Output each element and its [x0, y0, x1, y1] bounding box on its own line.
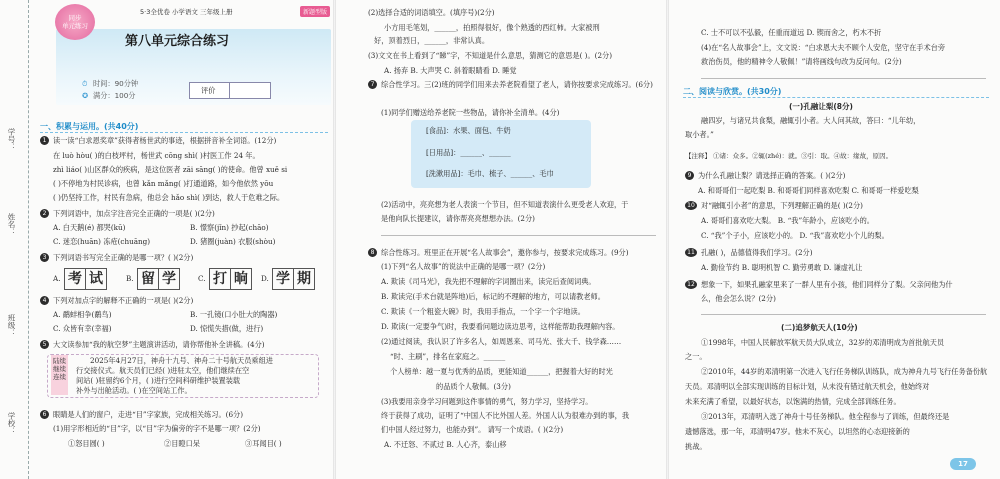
- q6c-options[interactable]: A. 扬弃 B. 大声哭 C. 斜着眼睛看 D. 睡觉: [384, 66, 517, 75]
- q10-text: 对“融辄引小者”的意思，下列理解正确的是( )(2分): [701, 201, 863, 210]
- q1-text: 读一读“白求恩奖章”获得者杨世武的事迹，根据拼音补全词语。(12分): [53, 136, 277, 145]
- q3-option-c-letter: C.: [198, 274, 206, 283]
- star-icon: ✪: [82, 91, 89, 100]
- q3-option-b[interactable]: 留 学: [137, 268, 181, 290]
- q7-list-wash[interactable]: [洗漱用品]：毛巾、梳子、______、毛巾: [426, 169, 554, 178]
- q7b-line-2: 是他向队长提建议，请你帮亮亮想想办法。(2分): [381, 214, 535, 223]
- q8d-answer-line[interactable]: [701, 78, 986, 79]
- reading-two-para-3: ③2013年，邓清明入选了神舟十号任务梯队。他全程参与了训练，但最终还是: [701, 412, 950, 421]
- q10-options-ab[interactable]: A. 哥哥们喜欢吃大梨。 B. “我”年龄小，应该吃小的。: [701, 216, 874, 225]
- q2-option-b[interactable]: B. 憬察(jǐn) 抄起(chāo): [190, 223, 269, 232]
- section-two-line: [683, 97, 989, 99]
- page-title: 第八单元综合练习: [125, 34, 230, 49]
- q5-number: 5: [40, 340, 49, 349]
- q2-text: 下列词语中，加点字注音完全正确的一项是( )(2分): [53, 209, 215, 218]
- q8c-line-3: 们中国人经过努力，也能办到”。 请写一个成语。( )(2分): [381, 425, 564, 434]
- q1-line-1: 在 luò hòu( )的白枝坪村，杨世武 cōng shì( )村医工作 24 年。: [53, 151, 260, 160]
- q6-option-b[interactable]: ②目瞪口呆: [164, 439, 200, 448]
- q3-option-d-letter: D.: [261, 274, 269, 283]
- q8a-text: (1)下列“名人故事”的说法中正确的是哪一项？(2分): [381, 262, 546, 271]
- q5-line-3: 间站( )驻留约6个月，( )进行空间科研维护装置装载: [76, 376, 241, 385]
- q8a-option-a[interactable]: A. 欺读《司马光》，我先把不理解的字词圈出来，读完后查阅词典。: [381, 277, 596, 286]
- q7-text: 综合性学习。三(2)班的同学们用来去养老院看望了老人，请你按要求完成练习。(6分): [381, 80, 653, 89]
- q8a-option-c[interactable]: C. 欺读《一个粗瓷大碗》时，我用手指点，一个字一个字地读。: [381, 307, 585, 316]
- reading-one-title: (一)孔融让梨(8分): [789, 102, 853, 111]
- q8-text: 综合性练习。班里正在开展“名人故事会”，邀你参与，按要求完成练习。(9分): [381, 248, 629, 257]
- q1-number: 1: [40, 136, 49, 145]
- evaluation-divider: [229, 82, 230, 99]
- binding-line: [28, 0, 29, 479]
- class-label: 班级：: [7, 314, 16, 337]
- q9-options[interactable]: A. 和哥哥们一起吃梨 B. 和哥哥们同样喜欢吃梨 C. 和哥哥一样爱吃梨: [698, 186, 919, 195]
- q1-line-3: ( )不停地为村民诊病，也曾 kǎn mǎng( )打通道路，如今他依然 yōu: [53, 179, 274, 188]
- q6-text: 眼睛是人们的窗户，走进“目”字家族，完成相关练习。(6分): [53, 410, 244, 419]
- reading-two-para-3c: 挑战。: [685, 442, 707, 451]
- q4-option-d[interactable]: D. 惊慌失措(做，进行): [190, 324, 264, 333]
- left-page: [0, 0, 333, 479]
- q8c-options-cd[interactable]: C. 士不可以不弘毅，任重而道远 D. 锲而舍之，朽木不折: [701, 28, 882, 37]
- unit-badge: 同步 单元练习: [55, 4, 95, 40]
- reading-two-para-2: ②2010年，44岁的邓清明第一次进入飞行任务梯队训练队，成为神舟九号飞行任务备份航: [701, 367, 988, 376]
- q4-text: 下列对加点字的解释不正确的一项是( )(2分): [53, 296, 194, 305]
- name-label: 姓名：: [7, 213, 16, 236]
- clock-icon: ⏱: [82, 79, 88, 88]
- q12-answer-line[interactable]: [701, 314, 986, 315]
- q7-number: 7: [368, 80, 377, 89]
- edition-tag: 新题型版: [300, 6, 330, 17]
- q6c-text: (3)文文在书上看到了“睇”字，不知道是什么意思，猜测它的意思是( )。(2分): [368, 51, 613, 60]
- q10-number: 10: [685, 201, 697, 210]
- q10-options-cd[interactable]: C. “我”个子小，应该吃小的。 D. “我”喜欢吃小个儿的梨。: [701, 231, 889, 240]
- series-label: 5·3全优卷 小学语文 三年级上册: [140, 8, 233, 16]
- q6b-line-1: 小方用毛笔划，______，拍照得很好，像个熟透的西红柿。大家被刑: [384, 23, 600, 32]
- q5-text: 大文读参加“我的航空梦”主题演讲活动，请你帮他补全讲稿。(4分): [53, 340, 265, 349]
- reading-one-line-2: 取小者。”: [685, 130, 714, 139]
- q3-option-c[interactable]: 打 晌: [209, 268, 253, 290]
- q8b-line-2: “时、主刷”，排名在家庭之。______: [390, 352, 506, 361]
- section-two-title: 二、阅读与欣赏。(共30分): [683, 87, 782, 96]
- q3-option-a-letter: A.: [53, 274, 61, 283]
- q4-number: 4: [40, 296, 49, 305]
- q2-number: 2: [40, 209, 49, 218]
- q3-option-b-letter: B.: [126, 274, 134, 283]
- q8d-text: (4)在“名人故事会”上，文文说：“白求恩大夫不顾个人安危，坚守在手术台旁: [701, 43, 946, 52]
- q12-line-2: 么，他会怎么说？(2分): [701, 294, 776, 303]
- q6-option-c[interactable]: ③耳闻目( ): [245, 439, 282, 448]
- time-label: 时间：90分钟: [93, 79, 139, 88]
- q8b-text: (2)通过阅读，我认识了许多名人，如周恩来、司马光、张大千、钱学森……: [381, 337, 622, 346]
- q9-number: 9: [685, 171, 694, 180]
- score-label: 满分：100分: [93, 91, 136, 100]
- reading-one-line-1: 融四岁，与诸兄共食梨，融辄引小者。大人问其故，答曰：“儿年幼，: [701, 116, 921, 125]
- student-number-label: 学号：: [7, 128, 16, 151]
- q5-line-1: 2025年4月27日，神舟十九号、神舟二十号航天员乘组进: [90, 356, 273, 365]
- q4-option-b[interactable]: B. 一孔镜(口小肚大的陶器): [190, 310, 278, 319]
- reading-two-para-2b: 天员。邓清明以全部实现训练的目标计划，从未没有错过航天机会，他始终对: [685, 382, 930, 391]
- q8a-option-d[interactable]: D. 欺读(一定要争气)时，我要看问题边读边思考，这样能帮助我理解内容。: [381, 322, 620, 331]
- q4-option-c[interactable]: C. 众皆有幸(幸福): [53, 324, 112, 333]
- q7b-text: (2)活动中，亮亮想为老人表演一个节目，但不知道表演什么更受老人欢迎，于: [381, 200, 629, 209]
- school-label: 学校：: [7, 412, 16, 435]
- reading-two-para-1b: 之一。: [685, 352, 707, 361]
- q7-list-daily[interactable]: [日用品]：______、______: [426, 148, 511, 157]
- q1-line-4: ( )仍坚持工作，村民有急病，他总会 hǎo shì( )到达，救人于危难之际。: [53, 193, 285, 202]
- q2-option-a[interactable]: A. 白天鹅(é) 都哭(kū): [53, 223, 126, 232]
- q8b-line-3: 个人榜单：越一夏与优秀的品质，更能知道______，把握着大好的时光: [390, 367, 613, 376]
- q9-text: 为什么孔融让梨？请选择正确的答案。( )(2分): [698, 171, 846, 180]
- q8c-text: (3)我要用亲身学习问题到这件事情的勇气，努力学习，坚持学习。: [381, 397, 593, 406]
- q3-number: 3: [40, 253, 49, 262]
- q3-option-a[interactable]: 考 试: [64, 268, 108, 290]
- right-page: [669, 0, 1000, 479]
- section-one-line: [40, 132, 328, 134]
- q5-line-4: 补外与出舱活动。( )在空间站工作。: [76, 386, 192, 395]
- q8c-options[interactable]: A. 不迁怒、不贰过 B. 人心齐，泰山移: [384, 440, 507, 449]
- q2-option-c[interactable]: C. 迷恋(huān) 冻疮(chuāng): [53, 237, 151, 246]
- q5-line-2: 行交接仪式。航天员们已经( )进驻太空，他们继续在空: [76, 366, 250, 375]
- q5-word-bank: 陆续 继续 连续: [51, 355, 68, 395]
- q7-list-food: [食品]：水果、面包、牛奶: [426, 126, 511, 135]
- q3-text: 下列词语书写完全正确的是哪一项？( )(2分): [53, 253, 194, 262]
- q6-number: 6: [40, 410, 49, 419]
- reading-two-para-3b: 遗憾落选，那一年，邓清明47岁。他未不灰心，以坦然的心态迎接新的: [685, 427, 910, 436]
- q7a-text: (1)同学们赠送给养老院一些物品，请你补全清单。(4分): [381, 108, 560, 117]
- evaluation-label: 评价: [201, 86, 216, 95]
- q4-option-a[interactable]: A. 鹬蚌相争(鹬鸟): [53, 310, 112, 319]
- q8b-line-4: 的品质个人敬佩。(3分): [436, 382, 511, 391]
- q11-options[interactable]: A. 勤俭节约 B. 聪明机智 C. 勤劳勇敢 D. 谦虚礼让: [701, 263, 863, 272]
- q8d-line-2: 救治伤员，他的精神令人敬佩！”请将画线句改为反问句。(2分): [701, 57, 902, 66]
- reading-one-note: 【注释】 ①诸：众多。②辄(zhé)：就。③引：取。④故：缘故，原因。: [685, 152, 893, 160]
- q6b-text: (2)选择合适的词语填空。(填序号)(2分): [368, 8, 495, 17]
- q6b-line-2: 好，顶着烈日，______，非常认真。: [374, 36, 490, 45]
- q8a-option-b[interactable]: B. 欺读完(手术台就是阵地)后，标记的不理解的地方，可以请教老师。: [381, 292, 605, 301]
- q11-text: 孔融( )，品德值得我们学习。(2分): [701, 248, 813, 257]
- reading-two-title: (二)追梦航天人(10分): [781, 323, 858, 332]
- section-one-title: 一、积累与运用。(共40分): [40, 122, 139, 131]
- q6-line-1: (1)用字形相近的“目”字，以“目”字为偏旁的字不是哪一项？(2分): [53, 424, 261, 433]
- reading-two-para-1: ①1998年，中国人民解放军航天员大队成立，32岁的邓清明成为首批航天员: [701, 338, 945, 347]
- q3-option-d[interactable]: 学 期: [272, 268, 316, 290]
- q7b-answer-line[interactable]: [381, 235, 656, 236]
- q8-number: 8: [368, 248, 377, 257]
- page-number: 17: [950, 458, 976, 470]
- q2-option-d[interactable]: D. 猪圈(juàn) 衣服(shòu): [190, 237, 276, 246]
- q1-line-2: zhì liáo( )山区群众的疾病，是这位医者 zāi sāng( )的使命。他曾 xuě si: [53, 165, 288, 174]
- q12-number: 12: [685, 280, 697, 289]
- q8c-line-2: 终于获得了成功，证明了“中国人不比外国人差。外国人认为很难办到的事，我: [381, 411, 630, 420]
- q6-option-a[interactable]: ①怒目圆( ): [68, 439, 105, 448]
- reading-two-para-2c: 未来充满了希望，以最好状态，以饱满的热情，完成全部训练任务。: [685, 397, 901, 406]
- q11-number: 11: [685, 248, 697, 257]
- middle-page: [336, 0, 666, 479]
- q12-text: 想象一下，如果孔融家里来了一群人里有小孩，他们同样分了梨。父亲问他为什: [701, 280, 953, 289]
